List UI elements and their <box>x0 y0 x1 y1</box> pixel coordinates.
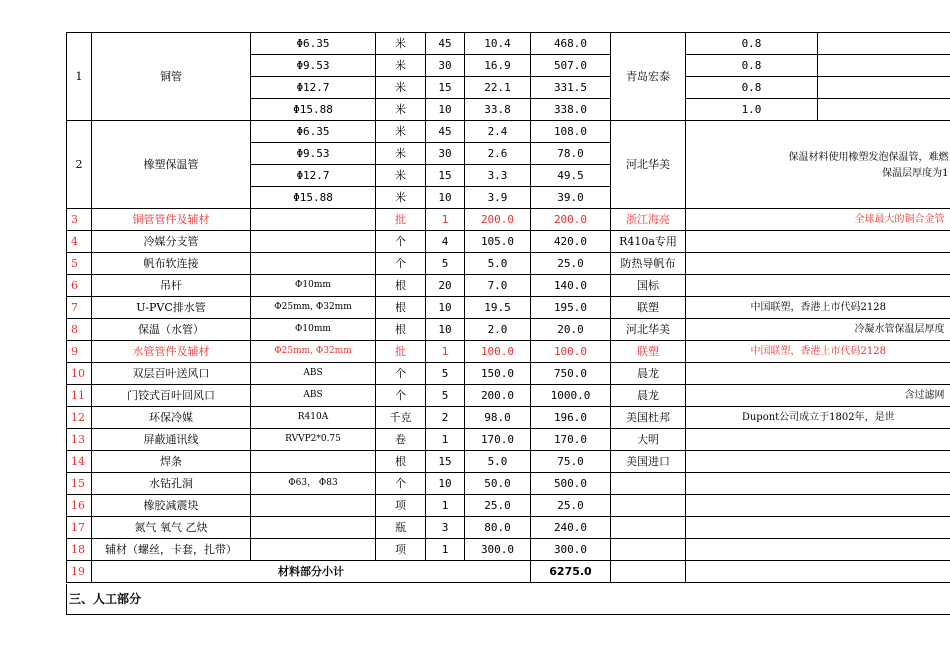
note-cell[interactable] <box>686 121 950 209</box>
qty-cell[interactable]: 30 <box>426 55 465 77</box>
price-cell[interactable]: 25.0 <box>465 495 531 517</box>
price-cell[interactable]: 200.0 <box>465 209 531 231</box>
table-row <box>67 539 950 561</box>
unit-cell[interactable]: 根 <box>376 319 426 341</box>
total-cell[interactable]: 140.0 <box>531 275 611 297</box>
extra-cell[interactable]: 0.8 <box>686 33 818 55</box>
qty-cell[interactable]: 1 <box>426 539 465 561</box>
note-cell[interactable]: 中国联塑，香港上市代码2128 <box>686 297 950 319</box>
table-row <box>67 517 950 539</box>
item-name[interactable]: 焊条 <box>92 451 251 473</box>
table-row <box>67 121 950 143</box>
row-number[interactable]: 5 <box>67 253 92 275</box>
brand-cell[interactable]: 晨龙 <box>611 385 686 407</box>
note-line: 保温层厚度为1 <box>882 167 949 179</box>
total-cell[interactable]: 420.0 <box>531 231 611 253</box>
qty-cell[interactable]: 10 <box>426 319 465 341</box>
unit-cell[interactable]: 个 <box>376 363 426 385</box>
unit-cell[interactable]: 米 <box>376 55 426 77</box>
qty-cell[interactable]: 15 <box>426 77 465 99</box>
blank-cell[interactable] <box>818 55 950 77</box>
qty-cell[interactable]: 30 <box>426 143 465 165</box>
spec-cell[interactable] <box>251 451 376 473</box>
note-cell[interactable] <box>686 539 950 561</box>
row-number[interactable]: 2 <box>67 121 92 209</box>
row-number[interactable]: 1 <box>67 33 92 121</box>
total-cell[interactable]: 108.0 <box>531 121 611 143</box>
unit-cell[interactable]: 批 <box>376 341 426 363</box>
total-cell[interactable]: 750.0 <box>531 363 611 385</box>
total-cell[interactable]: 468.0 <box>531 33 611 55</box>
qty-cell[interactable]: 45 <box>426 33 465 55</box>
subtotal-label[interactable]: 材料部分小计 <box>92 561 531 583</box>
price-cell[interactable]: 33.8 <box>465 99 531 121</box>
row-number[interactable]: 17 <box>67 517 92 539</box>
unit-cell[interactable]: 瓶 <box>376 517 426 539</box>
spec-cell[interactable] <box>251 539 376 561</box>
total-cell[interactable]: 195.0 <box>531 297 611 319</box>
brand-cell[interactable]: 联塑 <box>611 297 686 319</box>
item-name[interactable]: 水钻孔洞 <box>92 473 251 495</box>
unit-cell[interactable]: 个 <box>376 231 426 253</box>
unit-cell[interactable]: 根 <box>376 275 426 297</box>
total-cell[interactable]: 300.0 <box>531 539 611 561</box>
row-number[interactable]: 3 <box>67 209 92 231</box>
unit-cell[interactable]: 个 <box>376 385 426 407</box>
row-number[interactable]: 14 <box>67 451 92 473</box>
item-name[interactable]: 双层百叶送风口 <box>92 363 251 385</box>
row-number[interactable]: 4 <box>67 231 92 253</box>
unit-cell[interactable]: 项 <box>376 495 426 517</box>
price-cell[interactable]: 22.1 <box>465 77 531 99</box>
item-name[interactable]: 铜管管件及辅材 <box>92 209 251 231</box>
total-cell[interactable]: 25.0 <box>531 495 611 517</box>
qty-cell[interactable]: 5 <box>426 363 465 385</box>
qty-cell[interactable]: 15 <box>426 451 465 473</box>
unit-cell[interactable]: 米 <box>376 33 426 55</box>
price-cell[interactable]: 105.0 <box>465 231 531 253</box>
brand-cell[interactable]: R410a专用 <box>611 231 686 253</box>
price-cell[interactable]: 200.0 <box>465 385 531 407</box>
unit-cell[interactable]: 个 <box>376 473 426 495</box>
unit-cell[interactable]: 根 <box>376 451 426 473</box>
price-cell[interactable]: 19.5 <box>465 297 531 319</box>
spec-cell[interactable]: Φ12.7 <box>251 77 376 99</box>
spec-cell[interactable]: ABS <box>251 363 376 385</box>
unit-cell[interactable]: 千克 <box>376 407 426 429</box>
price-cell[interactable]: 5.0 <box>465 253 531 275</box>
spec-cell[interactable]: Φ12.7 <box>251 165 376 187</box>
total-cell[interactable]: 196.0 <box>531 407 611 429</box>
item-name[interactable]: 冷媒分支管 <box>92 231 251 253</box>
total-cell[interactable]: 78.0 <box>531 143 611 165</box>
item-name[interactable]: 屏蔽通讯线 <box>92 429 251 451</box>
note-cell[interactable] <box>686 517 950 539</box>
qty-cell[interactable]: 5 <box>426 385 465 407</box>
item-name[interactable]: 帆布软连接 <box>92 253 251 275</box>
item-name[interactable]: 铜管 <box>92 33 251 121</box>
row-number[interactable]: 9 <box>67 341 92 363</box>
price-cell[interactable]: 300.0 <box>465 539 531 561</box>
row-number[interactable]: 12 <box>67 407 92 429</box>
blank-cell[interactable] <box>818 99 950 121</box>
spec-cell[interactable]: ABS <box>251 385 376 407</box>
spec-cell[interactable]: Φ9.53 <box>251 143 376 165</box>
spec-cell[interactable]: Φ9.53 <box>251 55 376 77</box>
brand-cell[interactable] <box>611 517 686 539</box>
total-cell[interactable]: 500.0 <box>531 473 611 495</box>
unit-cell[interactable]: 米 <box>376 187 426 209</box>
price-cell[interactable]: 3.3 <box>465 165 531 187</box>
qty-cell[interactable]: 4 <box>426 231 465 253</box>
item-name[interactable]: 吊杆 <box>92 275 251 297</box>
spec-cell[interactable]: Φ10mm <box>251 319 376 341</box>
price-cell[interactable]: 170.0 <box>465 429 531 451</box>
table-row <box>67 407 950 429</box>
unit-cell[interactable]: 根 <box>376 297 426 319</box>
unit-cell[interactable]: 米 <box>376 121 426 143</box>
qty-cell[interactable]: 5 <box>426 253 465 275</box>
table-row <box>67 297 950 319</box>
qty-cell[interactable]: 20 <box>426 275 465 297</box>
section-title: 三、人工部分 <box>69 592 142 606</box>
qty-cell[interactable]: 3 <box>426 517 465 539</box>
qty-cell[interactable]: 2 <box>426 407 465 429</box>
price-cell[interactable]: 2.6 <box>465 143 531 165</box>
brand-cell[interactable]: 浙江海亮 <box>611 209 686 231</box>
note-cell[interactable] <box>686 231 950 253</box>
price-cell[interactable]: 2.4 <box>465 121 531 143</box>
qty-cell[interactable]: 1 <box>426 341 465 363</box>
item-name[interactable]: U-PVC排水管 <box>92 297 251 319</box>
spec-cell[interactable] <box>251 495 376 517</box>
note-cell[interactable] <box>686 363 950 385</box>
note-line: 保温材料使用橡塑发泡保温管，难燃 <box>788 151 949 163</box>
row-number[interactable]: 13 <box>67 429 92 451</box>
spec-cell[interactable]: Φ10mm <box>251 275 376 297</box>
total-cell[interactable]: 200.0 <box>531 209 611 231</box>
qty-cell[interactable]: 1 <box>426 429 465 451</box>
unit-cell[interactable]: 项 <box>376 539 426 561</box>
qty-cell[interactable]: 10 <box>426 99 465 121</box>
spec-cell[interactable] <box>251 253 376 275</box>
table-row <box>67 451 950 473</box>
price-cell[interactable]: 50.0 <box>465 473 531 495</box>
item-name[interactable]: 保温（水管） <box>92 319 251 341</box>
spec-cell[interactable]: Φ63， Φ83 <box>251 473 376 495</box>
brand-cell[interactable]: 美国进口 <box>611 451 686 473</box>
qty-cell[interactable]: 15 <box>426 165 465 187</box>
spec-cell[interactable]: Φ25mm, Φ32mm <box>251 341 376 363</box>
total-cell[interactable]: 25.0 <box>531 253 611 275</box>
price-cell[interactable]: 2.0 <box>465 319 531 341</box>
item-name[interactable]: 环保冷媒 <box>92 407 251 429</box>
spec-cell[interactable]: Φ6.35 <box>251 33 376 55</box>
price-cell[interactable]: 150.0 <box>465 363 531 385</box>
note-cell[interactable] <box>686 473 950 495</box>
blank-cell[interactable] <box>686 561 950 583</box>
item-name[interactable]: 门铰式百叶回风口 <box>92 385 251 407</box>
brand-cell[interactable]: 晨龙 <box>611 363 686 385</box>
price-cell[interactable]: 3.9 <box>465 187 531 209</box>
blank-cell[interactable] <box>818 77 950 99</box>
brand-cell[interactable]: 河北华美 <box>611 319 686 341</box>
price-cell[interactable]: 5.0 <box>465 451 531 473</box>
table-row <box>67 209 950 231</box>
row-number[interactable]: 7 <box>67 297 92 319</box>
total-cell[interactable]: 240.0 <box>531 517 611 539</box>
price-cell[interactable]: 16.9 <box>465 55 531 77</box>
table-row <box>67 341 950 363</box>
total-cell[interactable]: 338.0 <box>531 99 611 121</box>
unit-cell[interactable]: 批 <box>376 209 426 231</box>
table-row <box>67 495 950 517</box>
table-row <box>67 473 950 495</box>
total-cell[interactable]: 1000.0 <box>531 385 611 407</box>
note-cell[interactable] <box>686 429 950 451</box>
table-row <box>67 253 950 275</box>
price-cell[interactable]: 100.0 <box>465 341 531 363</box>
unit-cell[interactable]: 卷 <box>376 429 426 451</box>
row-number[interactable]: 8 <box>67 319 92 341</box>
brand-cell[interactable]: 防热导帆布 <box>611 253 686 275</box>
spec-cell[interactable]: RVVP2*0.75 <box>251 429 376 451</box>
total-cell[interactable]: 39.0 <box>531 187 611 209</box>
item-name[interactable]: 氮气 氧气 乙炔 <box>92 517 251 539</box>
note-cell[interactable]: 中国联塑，香港上市代码2128 <box>686 341 950 363</box>
note-cell[interactable] <box>686 451 950 473</box>
blank-cell[interactable] <box>611 561 686 583</box>
row-number[interactable]: 15 <box>67 473 92 495</box>
spec-cell[interactable]: Φ6.35 <box>251 121 376 143</box>
note-cell[interactable]: 全球最大的铜合金管 <box>686 209 950 231</box>
blank-cell[interactable] <box>818 33 950 55</box>
row-number[interactable]: 19 <box>67 561 92 583</box>
row-number[interactable]: 6 <box>67 275 92 297</box>
price-cell[interactable]: 80.0 <box>465 517 531 539</box>
brand-cell[interactable] <box>611 495 686 517</box>
unit-cell[interactable]: 米 <box>376 77 426 99</box>
unit-cell[interactable]: 个 <box>376 253 426 275</box>
qty-cell[interactable]: 10 <box>426 297 465 319</box>
table-row <box>67 385 950 407</box>
spec-cell[interactable] <box>251 209 376 231</box>
qty-cell[interactable]: 1 <box>426 209 465 231</box>
table-row <box>67 231 950 253</box>
extra-cell[interactable]: 0.8 <box>686 77 818 99</box>
total-cell[interactable]: 170.0 <box>531 429 611 451</box>
note-cell[interactable]: 冷凝水管保温层厚度 <box>686 319 950 341</box>
subtotal-total[interactable]: 6275.0 <box>531 561 611 583</box>
table-row <box>67 33 950 55</box>
total-cell[interactable]: 49.5 <box>531 165 611 187</box>
item-name[interactable]: 水管管件及辅材 <box>92 341 251 363</box>
unit-cell[interactable]: 米 <box>376 143 426 165</box>
row-number[interactable]: 16 <box>67 495 92 517</box>
total-cell[interactable]: 507.0 <box>531 55 611 77</box>
brand-cell[interactable]: 国标 <box>611 275 686 297</box>
total-cell[interactable]: 20.0 <box>531 319 611 341</box>
table-row <box>67 429 950 451</box>
brand-cell[interactable]: 联塑 <box>611 341 686 363</box>
spec-cell[interactable]: R410A <box>251 407 376 429</box>
table-row <box>67 319 950 341</box>
brand-cell[interactable]: 美国杜邦 <box>611 407 686 429</box>
note-cell[interactable] <box>686 495 950 517</box>
item-name[interactable]: 辅材（螺丝，卡套，扎带） <box>92 539 251 561</box>
qty-cell[interactable]: 1 <box>426 495 465 517</box>
brand-cell[interactable]: 大明 <box>611 429 686 451</box>
materials-table <box>66 32 950 583</box>
subtotal-row <box>67 561 950 583</box>
spec-cell[interactable]: Φ25mm, Φ32mm <box>251 297 376 319</box>
spec-cell[interactable]: Φ15.88 <box>251 187 376 209</box>
qty-cell[interactable]: 10 <box>426 473 465 495</box>
price-cell[interactable]: 7.0 <box>465 275 531 297</box>
brand-cell[interactable]: 河北华美 <box>611 121 686 209</box>
table-row <box>67 363 950 385</box>
spec-cell[interactable]: Φ15.88 <box>251 99 376 121</box>
note-cell[interactable] <box>686 253 950 275</box>
total-cell[interactable]: 75.0 <box>531 451 611 473</box>
note-cell[interactable] <box>686 275 950 297</box>
section-header <box>66 584 950 615</box>
extra-cell[interactable]: 1.0 <box>686 99 818 121</box>
item-name[interactable]: 橡塑保温管 <box>92 121 251 209</box>
table-row <box>67 275 950 297</box>
extra-cell[interactable]: 0.8 <box>686 55 818 77</box>
spec-cell[interactable] <box>251 231 376 253</box>
total-cell[interactable]: 331.5 <box>531 77 611 99</box>
unit-cell[interactable]: 米 <box>376 99 426 121</box>
brand-cell[interactable] <box>611 473 686 495</box>
spec-cell[interactable] <box>251 517 376 539</box>
unit-cell[interactable]: 米 <box>376 165 426 187</box>
row-number[interactable]: 10 <box>67 363 92 385</box>
note-cell[interactable]: Dupont公司成立于1802年，是世 <box>686 407 950 429</box>
qty-cell[interactable]: 10 <box>426 187 465 209</box>
item-name[interactable]: 橡胶减震块 <box>92 495 251 517</box>
price-cell[interactable]: 98.0 <box>465 407 531 429</box>
row-number[interactable]: 11 <box>67 385 92 407</box>
price-cell[interactable]: 10.4 <box>465 33 531 55</box>
brand-cell[interactable]: 青岛宏泰 <box>611 33 686 121</box>
brand-cell[interactable] <box>611 539 686 561</box>
row-number[interactable]: 18 <box>67 539 92 561</box>
note-cell[interactable]: 含过滤网 <box>686 385 950 407</box>
qty-cell[interactable]: 45 <box>426 121 465 143</box>
total-cell[interactable]: 100.0 <box>531 341 611 363</box>
